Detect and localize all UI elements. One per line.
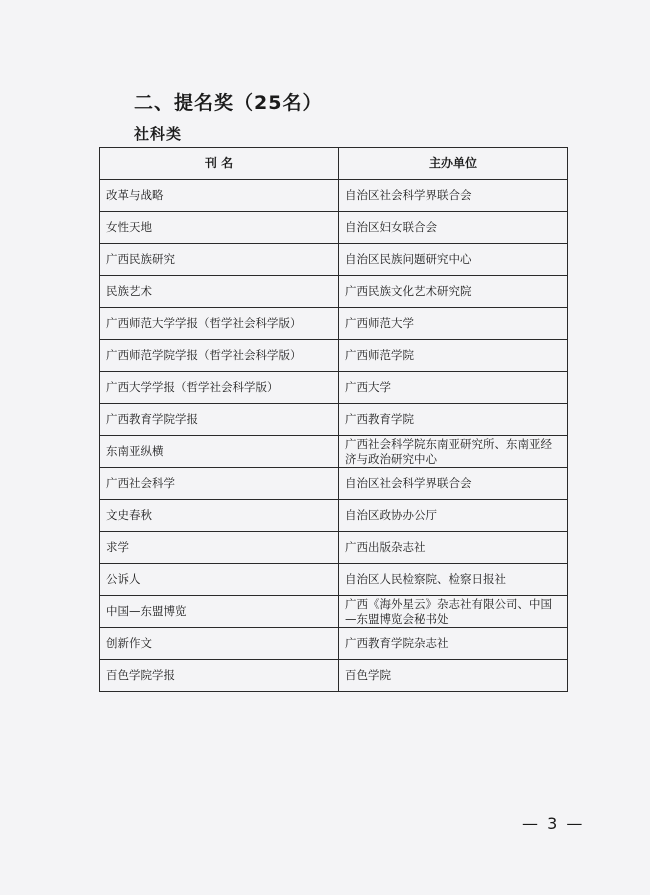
- table-row: [100, 564, 568, 596]
- sponsor-org: 广西《海外星云》杂志社有限公司、中国—东盟博览会秘书处: [339, 596, 568, 628]
- journal-name: 民族艺术: [100, 276, 339, 308]
- journal-name: 广西社会科学: [100, 468, 339, 500]
- category-title: 社科类: [134, 125, 183, 143]
- sponsor-org: 广西师范大学: [339, 308, 568, 340]
- table-row: [100, 532, 568, 564]
- table-row: [100, 276, 568, 308]
- journal-name: 东南亚纵横: [100, 436, 339, 468]
- journal-name: 广西民族研究: [100, 244, 339, 276]
- table-header-row: [100, 148, 568, 180]
- sponsor-org: 广西大学: [339, 372, 568, 404]
- table-row: [100, 468, 568, 500]
- table-row: [100, 596, 568, 628]
- page-number: — 3 —: [522, 814, 585, 833]
- journal-name: 改革与战略: [100, 180, 339, 212]
- section-title: 二、提名奖（25名）: [134, 92, 323, 114]
- sponsor-org: 广西教育学院: [339, 404, 568, 436]
- journal-name: 女性天地: [100, 212, 339, 244]
- table-row: [100, 500, 568, 532]
- sponsor-org: 广西师范学院: [339, 340, 568, 372]
- column-header-org: 主办单位: [339, 148, 568, 180]
- sponsor-org: 广西教育学院杂志社: [339, 628, 568, 660]
- journal-name: 中国—东盟博览: [100, 596, 339, 628]
- table-row: [100, 212, 568, 244]
- sponsor-org: 广西民族文化艺术研究院: [339, 276, 568, 308]
- table-row: [100, 372, 568, 404]
- journal-name: 求学: [100, 532, 339, 564]
- sponsor-org: 广西社会科学院东南亚研究所、东南亚经济与政治研究中心: [339, 436, 568, 468]
- sponsor-org: 自治区人民检察院、检察日报社: [339, 564, 568, 596]
- table-row: [100, 436, 568, 468]
- table-row: [100, 308, 568, 340]
- journal-name: 广西教育学院学报: [100, 404, 339, 436]
- table-row: [100, 340, 568, 372]
- sponsor-org: 百色学院: [339, 660, 568, 692]
- sponsor-org: 广西出版杂志社: [339, 532, 568, 564]
- nomination-table: [99, 147, 568, 692]
- sponsor-org: 自治区政协办公厅: [339, 500, 568, 532]
- table-row: [100, 660, 568, 692]
- journal-name: 广西大学学报（哲学社会科学版）: [100, 372, 339, 404]
- table-row: [100, 244, 568, 276]
- journal-name: 百色学院学报: [100, 660, 339, 692]
- sponsor-org: 自治区社会科学界联合会: [339, 468, 568, 500]
- sponsor-org: 自治区民族问题研究中心: [339, 244, 568, 276]
- journal-name: 广西师范大学学报（哲学社会科学版）: [100, 308, 339, 340]
- table-row: [100, 628, 568, 660]
- sponsor-org: 自治区妇女联合会: [339, 212, 568, 244]
- journal-name: 创新作文: [100, 628, 339, 660]
- sponsor-org: 自治区社会科学界联合会: [339, 180, 568, 212]
- journal-name: 广西师范学院学报（哲学社会科学版）: [100, 340, 339, 372]
- table-row: [100, 180, 568, 212]
- table-row: [100, 404, 568, 436]
- journal-name: 文史春秋: [100, 500, 339, 532]
- journal-name: 公诉人: [100, 564, 339, 596]
- column-header-name: 刊 名: [100, 148, 339, 180]
